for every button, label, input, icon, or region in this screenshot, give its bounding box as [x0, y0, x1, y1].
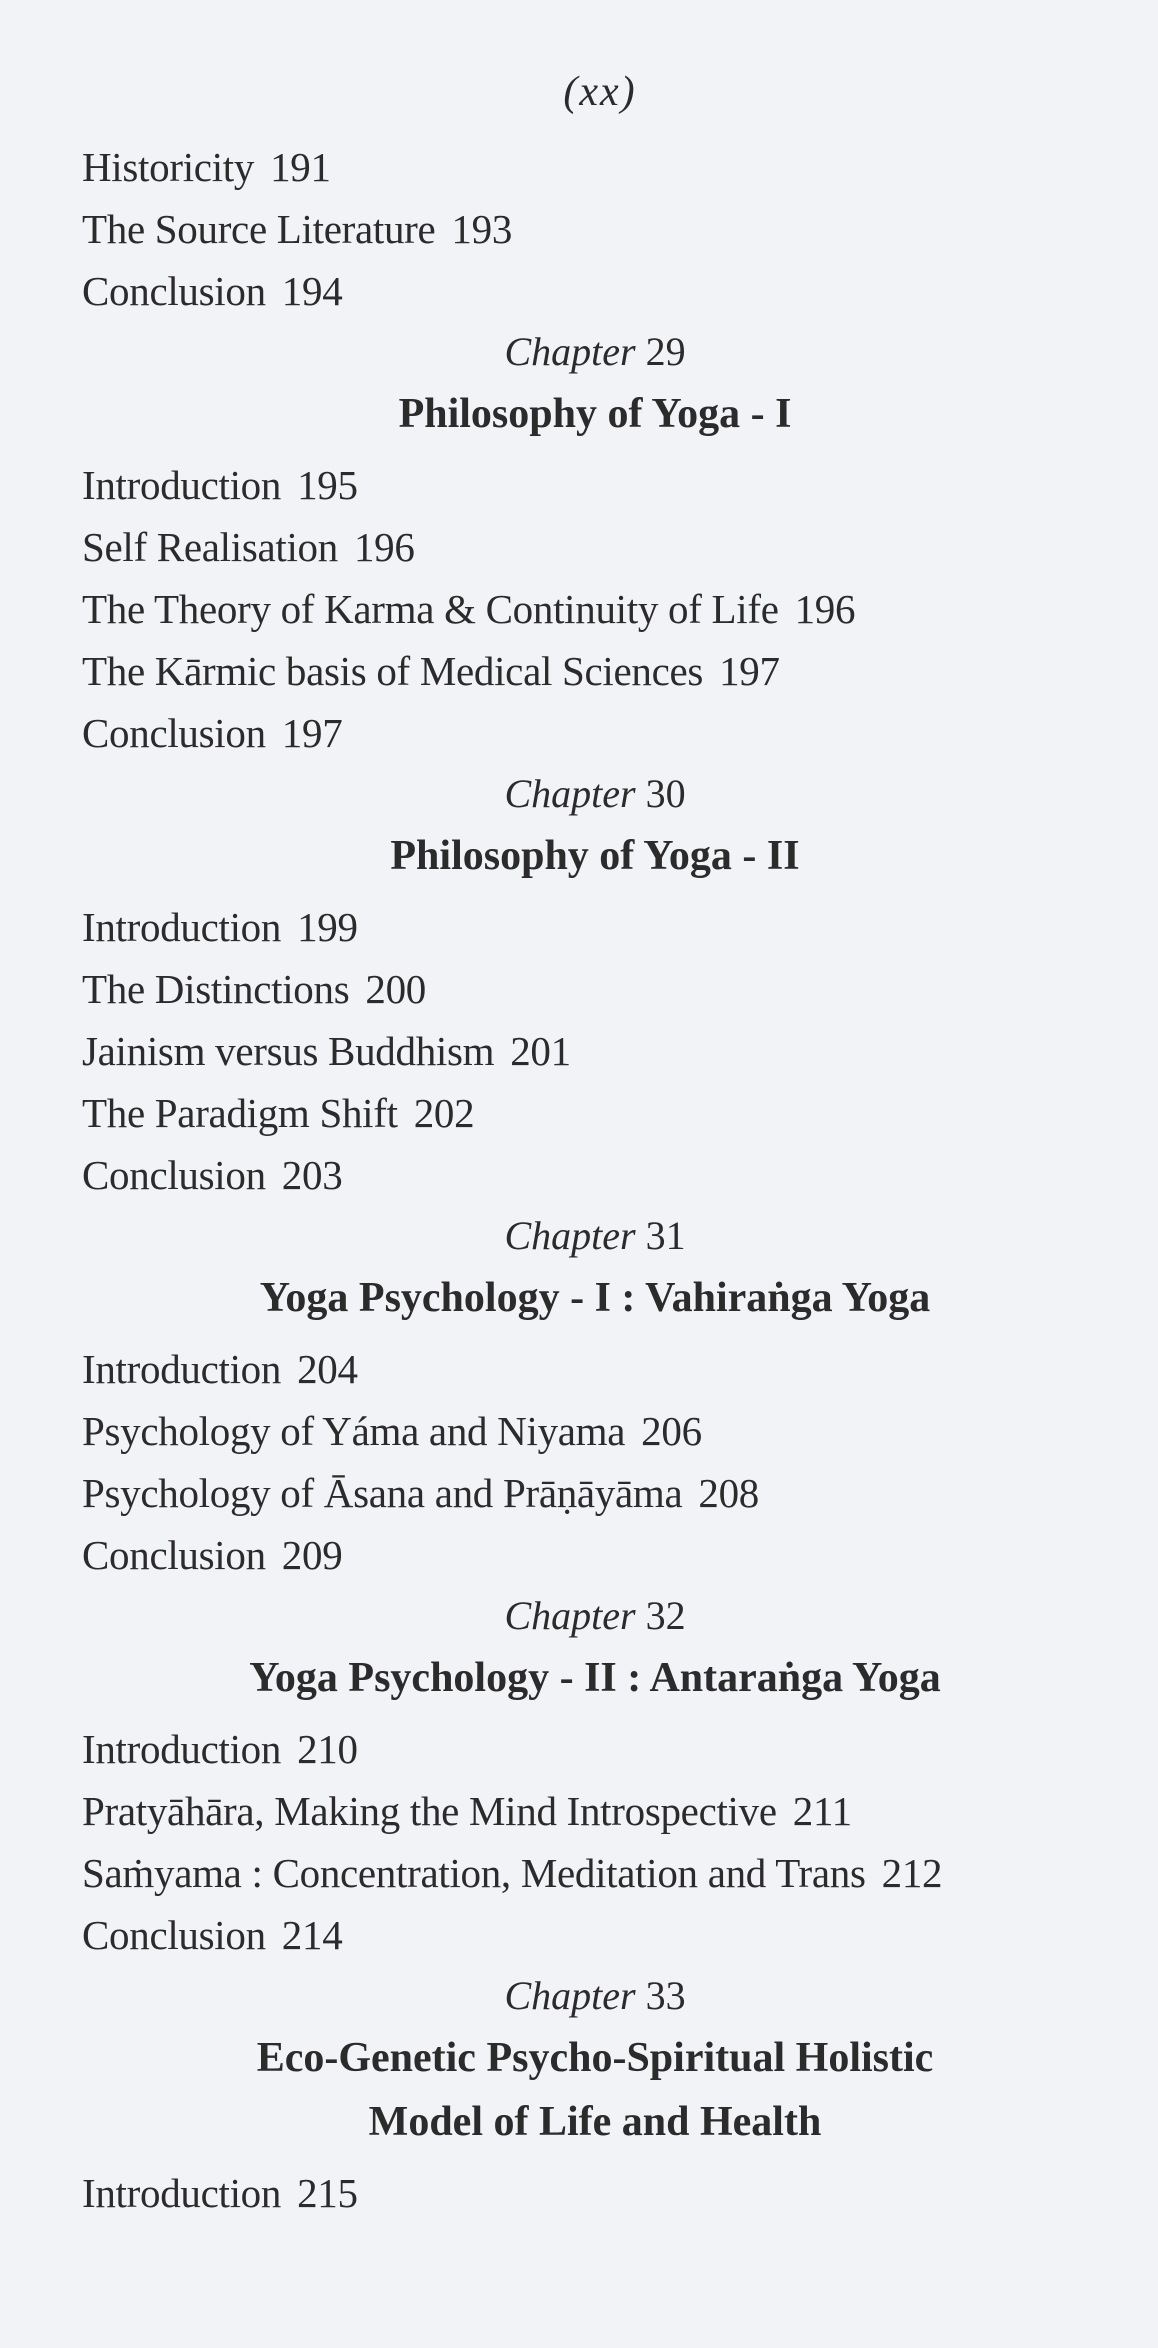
- entry-title: Introduction: [82, 1346, 282, 1392]
- entry-page: 211: [792, 1788, 852, 1834]
- chapter-label: [82, 1206, 1118, 1266]
- entry-page: 195: [297, 462, 358, 508]
- chapter-33: [82, 1966, 1118, 2224]
- chapter-word: Chapter: [504, 771, 636, 816]
- entry-page: 196: [794, 586, 856, 632]
- entry-title: The Source Literature: [82, 206, 436, 252]
- toc-entry: [82, 578, 1118, 640]
- chapter-label: [82, 764, 1118, 824]
- entry-page: 191: [270, 144, 331, 190]
- chapter-word: Chapter: [504, 329, 636, 374]
- entry-title: Conclusion: [82, 1152, 266, 1198]
- chapter-number: 30: [645, 771, 686, 816]
- entry-title: Pratyāhāra, Making the Mind Introspective: [82, 1788, 777, 1834]
- entry-title: The Theory of Karma & Continuity of Life: [82, 586, 779, 632]
- chapter-32: [82, 1586, 1118, 1966]
- entry-title: Introduction: [82, 1726, 282, 1772]
- chapter-label: [82, 322, 1118, 382]
- chapter-number: 31: [645, 1213, 686, 1258]
- entry-page: 196: [353, 524, 415, 570]
- toc-entry: [82, 640, 1118, 702]
- toc-entry: [82, 1020, 1118, 1082]
- chapter-number: 32: [645, 1593, 686, 1638]
- chapter-label: [82, 1966, 1118, 2026]
- entry-page: 199: [297, 904, 358, 950]
- entry-page: 203: [281, 1152, 343, 1198]
- toc-entry: [82, 1082, 1118, 1144]
- entry-page: 215: [297, 2170, 358, 2216]
- toc-entry: [82, 1904, 1118, 1966]
- toc-entry: [82, 1144, 1118, 1206]
- chapter-title-line: Yoga Psychology - I : Vahiraṅga Yoga: [259, 1275, 931, 1321]
- entry-title: Conclusion: [82, 268, 266, 314]
- entry-title: Introduction: [82, 462, 282, 508]
- entry-page: 214: [281, 1912, 343, 1958]
- chapter-title-line: Philosophy of Yoga - II: [390, 833, 800, 879]
- entry-title: Introduction: [82, 2170, 282, 2216]
- chapter-title: [82, 824, 1118, 888]
- chapter-31: [82, 1206, 1118, 1586]
- toc-entry: [82, 958, 1118, 1020]
- entry-page: 193: [451, 206, 513, 252]
- entry-page: 197: [281, 710, 343, 756]
- entry-page: 206: [641, 1408, 702, 1454]
- toc-entry: [82, 1718, 1118, 1780]
- entry-title: Conclusion: [82, 710, 266, 756]
- chapter-title-line: Eco-Genetic Psycho-Spiritual Holistic: [256, 2035, 934, 2081]
- entry-page: 202: [413, 1090, 475, 1136]
- toc-entry: [82, 2162, 1118, 2224]
- entry-page: 208: [698, 1470, 760, 1516]
- chapter-30: [82, 764, 1118, 1206]
- entry-page: 197: [719, 648, 780, 694]
- entry-page: 200: [365, 966, 426, 1012]
- toc-entry: [82, 516, 1118, 578]
- toc-entry: [82, 1524, 1118, 1586]
- entry-title: The Distinctions: [82, 966, 350, 1012]
- toc-entry: [82, 454, 1118, 516]
- chapter-word: Chapter: [504, 1213, 636, 1258]
- chapter-number: 33: [645, 1973, 686, 2018]
- entry-title: Conclusion: [82, 1912, 266, 1958]
- toc-entry: [82, 1780, 1118, 1842]
- chapter-title: [82, 2026, 1118, 2154]
- chapter-title: [82, 1646, 1118, 1710]
- chapter-title: [82, 1266, 1118, 1330]
- toc-entry: [82, 1338, 1118, 1400]
- entry-title: Psychology of Yáma and Niyama: [82, 1408, 626, 1454]
- chapter-word: Chapter: [504, 1593, 636, 1638]
- entry-page: 194: [281, 268, 343, 314]
- chapter-29: [82, 322, 1118, 764]
- toc-entry: [82, 198, 1118, 260]
- entry-title: Jainism versus Buddhism: [82, 1028, 495, 1074]
- entry-title: Historicity: [82, 144, 255, 190]
- entry-title: The Kārmic basis of Medical Sciences: [82, 648, 704, 694]
- chapter-title-line: Model of Life and Health: [368, 2099, 822, 2145]
- toc-entry: [82, 896, 1118, 958]
- entry-page: 212: [881, 1850, 943, 1896]
- toc-entry: [82, 1842, 1118, 1904]
- chapter-label: [82, 1586, 1118, 1646]
- entry-page: 204: [297, 1346, 358, 1392]
- chapter-word: Chapter: [504, 1973, 636, 2018]
- toc-entry: [82, 260, 1118, 322]
- entry-title: Conclusion: [82, 1532, 266, 1578]
- entry-title: The Paradigm Shift: [82, 1090, 398, 1136]
- entry-page: 201: [510, 1028, 571, 1074]
- chapter-title-line: Philosophy of Yoga - I: [398, 391, 792, 437]
- toc-entry: [82, 702, 1118, 764]
- toc-entry: [82, 1462, 1118, 1524]
- chapter-number: 29: [645, 329, 686, 374]
- entry-title: Saṁyama : Concentration, Meditation and Trans: [82, 1850, 866, 1896]
- page-number: (xx): [563, 69, 637, 115]
- entry-page: 209: [281, 1532, 343, 1578]
- toc-entry: [82, 136, 1118, 198]
- toc-entry: [82, 1400, 1118, 1462]
- entry-title: Introduction: [82, 904, 282, 950]
- chapter-title: [82, 382, 1118, 446]
- entry-title: Self Realisation: [82, 524, 338, 570]
- entry-title: Psychology of Āsana and Prāṇāyāma: [82, 1470, 683, 1516]
- entry-page: 210: [297, 1726, 358, 1772]
- chapter-title-line: Yoga Psychology - II : Antaraṅga Yoga: [249, 1655, 941, 1701]
- toc-group-continued: [82, 136, 1118, 322]
